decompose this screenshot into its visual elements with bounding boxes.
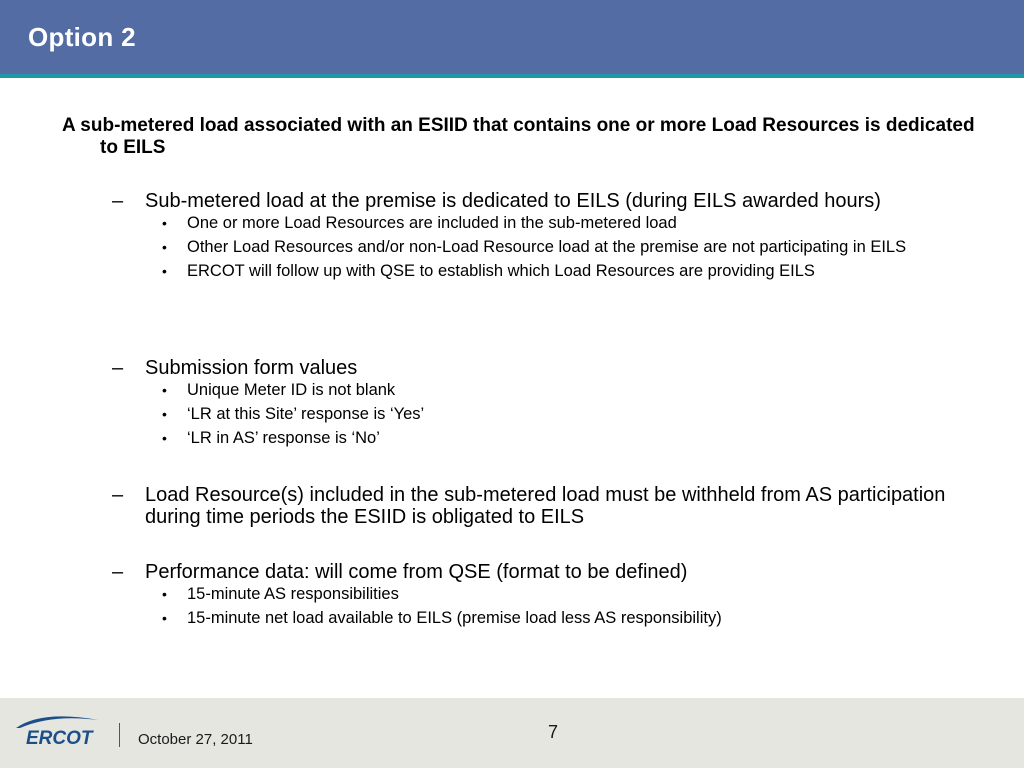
logo-swoosh [16,716,98,728]
page-number: 7 [548,722,559,742]
dash-marker: – [112,190,124,212]
section-title [112,357,972,379]
list-item [162,405,969,424]
section-text: Sub-metered load at the premise is dedicated to EILS (during EILS awarded hours) [145,190,881,212]
section-text: Submission form values [145,357,358,379]
list-item-text: 15-minute net load available to EILS (premise load less AS responsibility) [187,609,722,627]
section-text: Performance data: will come from QSE (format to be defined) [145,561,688,583]
section-submission-form [112,357,972,453]
list-item [162,609,969,628]
list-item-text: ‘LR at this Site’ response is ‘Yes’ [187,405,425,423]
bullet-icon: • [162,430,167,446]
list-item [162,238,969,257]
dash-marker: – [112,357,124,379]
footer-divider [119,723,120,747]
bullet-list [109,585,969,628]
dash-marker: – [112,484,124,506]
bullet-icon: • [162,610,167,626]
bullet-icon: • [162,382,167,398]
section-performance-data [112,561,972,633]
bullet-list [109,381,969,448]
bullet-icon: • [162,215,167,231]
ercot-logo [12,708,102,748]
section-dedicated-load [112,190,972,286]
section-withheld [112,484,972,528]
list-item [162,262,969,281]
list-item-text: 15-minute AS responsibilities [187,585,399,603]
bullet-icon: • [162,239,167,255]
bullet-icon: • [162,263,167,279]
logo-text: ERCOT [26,728,93,748]
section-title [112,190,972,212]
footer-date: October 27, 2011 [138,731,253,748]
bullet-icon: • [162,586,167,602]
section-text: Load Resource(s) included in the sub-metered load must be withheld from AS participation during time periods the ESIID is obligated to EILS [145,484,946,528]
list-item [162,214,969,233]
list-item [162,585,969,604]
list-item-text: One or more Load Resources are included in the sub-metered load [187,214,677,232]
list-item-text: ‘LR in AS’ response is ‘No’ [187,429,380,447]
slide-title: Option 2 [28,22,136,52]
dash-marker: – [112,561,124,583]
slide-heading: A sub-metered load associated with an ESIID that contains one or more Load Resources is dedicated to EILS [62,115,975,158]
list-item [162,381,969,400]
list-item-text: Other Load Resources and/or non-Load Resource load at the premise are not participating in EILS [187,238,907,256]
bullet-list [109,214,969,281]
list-item-text: ERCOT will follow up with QSE to establish which Load Resources are providing EILS [187,262,815,280]
bullet-icon: • [162,406,167,422]
list-item [162,429,969,448]
list-item-text: Unique Meter ID is not blank [187,381,396,399]
section-title [112,484,972,528]
section-title [112,561,972,583]
